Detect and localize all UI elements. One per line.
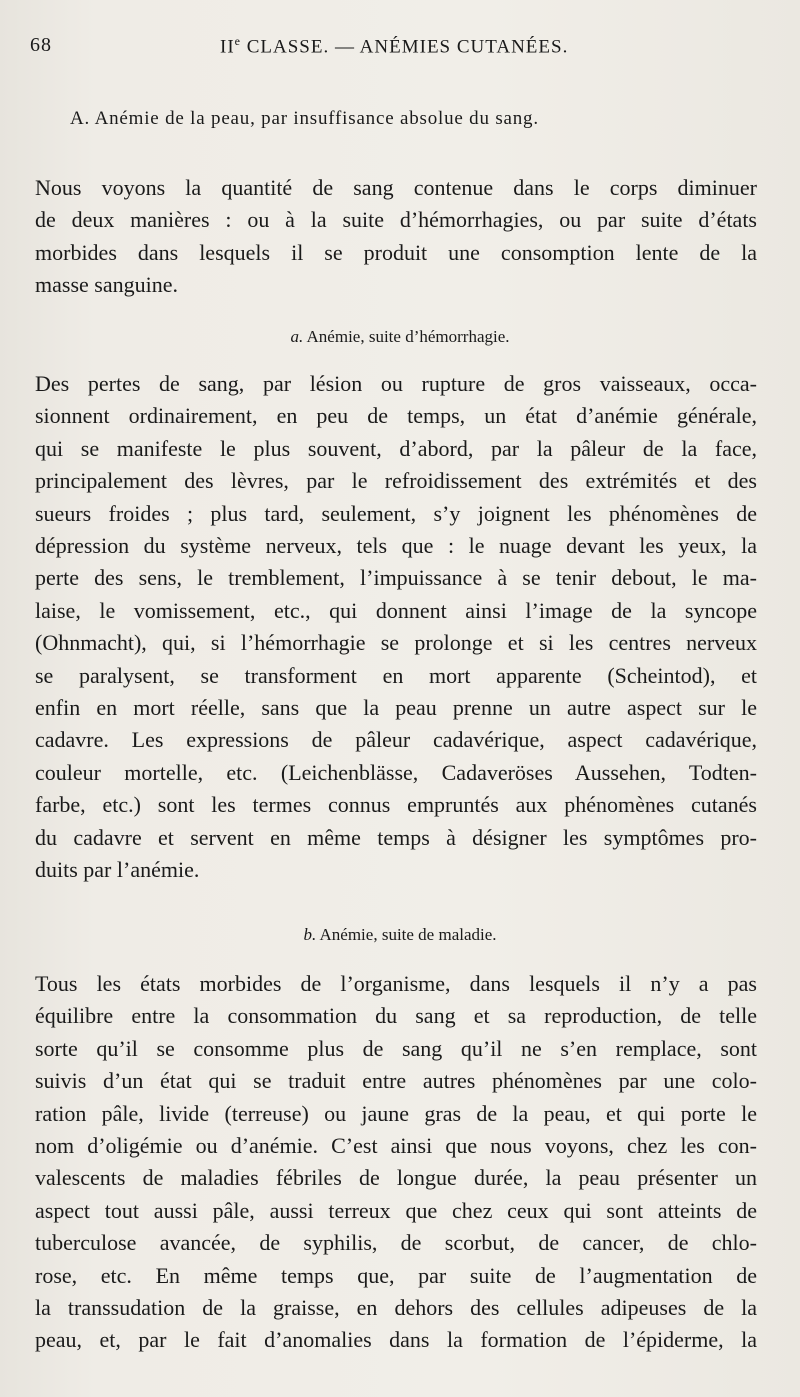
- text-line: de deux manières : ou à la suite d’hémorrhagies, ou par suite d’états: [35, 207, 757, 233]
- subheading-a: [0, 327, 800, 347]
- running-head: [220, 34, 568, 58]
- text-line: du cadavre et servent en même temps à désigner les symptômes pro-: [35, 824, 757, 850]
- text-line: nom d’oligémie ou d’anémie. C’est ainsi que nous voyons, chez les con-: [35, 1133, 757, 1159]
- text-line: principalement des lèvres, par le refroidissement des extrémités et des: [35, 468, 757, 494]
- paragraph-1: [35, 172, 757, 302]
- text-line: laise, le vomissement, etc., qui donnent ainsi l’image de la syncope: [35, 597, 757, 623]
- text-line: (Ohnmacht), qui, si l’hémorrhagie se prolonge et si les centres nerveux: [35, 630, 757, 656]
- text-line: Nous voyons la quantité de sang contenue dans le corps diminuer: [35, 175, 757, 200]
- subheading-b: [0, 925, 800, 945]
- text-line: la transsudation de la graisse, en dehors des cellules adipeuses de la: [35, 1295, 757, 1321]
- text-line: Des pertes de sang, par lésion ou rupture de gros vaisseaux, occa-: [35, 371, 757, 396]
- text-line: Tous les états morbides de l’organisme, dans lesquels il n’y a pas: [35, 971, 757, 996]
- text-line: peau, et, par le fait d’anomalies dans la formation de l’épiderme, la: [35, 1327, 757, 1353]
- page-header: [30, 34, 770, 64]
- text-line: dépression du système nerveux, tels que : le nuage devant les yeux, la: [35, 533, 757, 559]
- running-head-roman: II: [220, 36, 235, 58]
- text-line: perte des sens, le tremblement, l’impuissance à se tenir debout, le ma-: [35, 565, 757, 591]
- text-line: duits par l’anémie.: [35, 857, 200, 883]
- text-line: ration pâle, livide (terreuse) ou jaune gras de la peau, et qui porte le: [35, 1100, 757, 1126]
- subheading-letter: a.: [290, 327, 304, 346]
- text-line: aspect tout aussi pâle, aussi terreux que chez ceux qui sont atteints de: [35, 1197, 757, 1223]
- subheading-text: Anémie, suite de maladie.: [316, 925, 497, 944]
- text-line: se paralysent, se transforment en mort apparente (Scheintod), et: [35, 662, 757, 688]
- running-head-text: CLASSE. — ANÉMIES CUTANÉES.: [240, 36, 569, 58]
- subheading-text: Anémie, suite d’hémorrhagie.: [303, 327, 510, 346]
- text-line: couleur mortelle, etc. (Leichenblässe, Cadaveröses Aussehen, Todten-: [35, 759, 757, 785]
- paragraph-2: [35, 368, 757, 887]
- text-line: enfin en mort réelle, sans que la peau prenne un autre aspect sur le: [35, 695, 757, 721]
- text-line: sionnent ordinairement, en peu de temps, un état d’anémie générale,: [35, 403, 757, 429]
- text-line: cadavre. Les expressions de pâleur cadavérique, aspect cadavérique,: [35, 727, 757, 753]
- text-line: rose, etc. En même temps que, par suite de l’augmentation de: [35, 1262, 757, 1288]
- page-number: 68: [30, 34, 52, 56]
- text-line: masse sanguine.: [35, 272, 178, 298]
- subheading-letter: b.: [303, 925, 317, 944]
- text-line: valescents de maladies fébriles de longue durée, la peau présenter un: [35, 1165, 757, 1191]
- text-line: sorte qu’il se consomme plus de sang qu’il ne s’en remplace, sont: [35, 1035, 757, 1061]
- paragraph-3: [35, 968, 757, 1357]
- text-line: qui se manifeste le plus souvent, d’abord, par la pâleur de la face,: [35, 435, 757, 461]
- section-title: A. Anémie de la peau, par insuffisance absolue du sang.: [70, 108, 539, 129]
- running-head-sup: e: [234, 34, 241, 48]
- text-line: morbides dans lesquels il se produit une consomption lente de la: [35, 239, 757, 265]
- text-line: sueurs froides ; plus tard, seulement, s’y joignent les phénomènes de: [35, 500, 757, 526]
- text-line: tuberculose avancée, de syphilis, de scorbut, de cancer, de chlo-: [35, 1230, 757, 1256]
- text-line: suivis d’un état qui se traduit entre autres phénomènes par une colo-: [35, 1068, 757, 1094]
- text-line: équilibre entre la consommation du sang et sa reproduction, de telle: [35, 1003, 757, 1029]
- text-line: farbe, etc.) sont les termes connus empruntés aux phénomènes cutanés: [35, 792, 757, 818]
